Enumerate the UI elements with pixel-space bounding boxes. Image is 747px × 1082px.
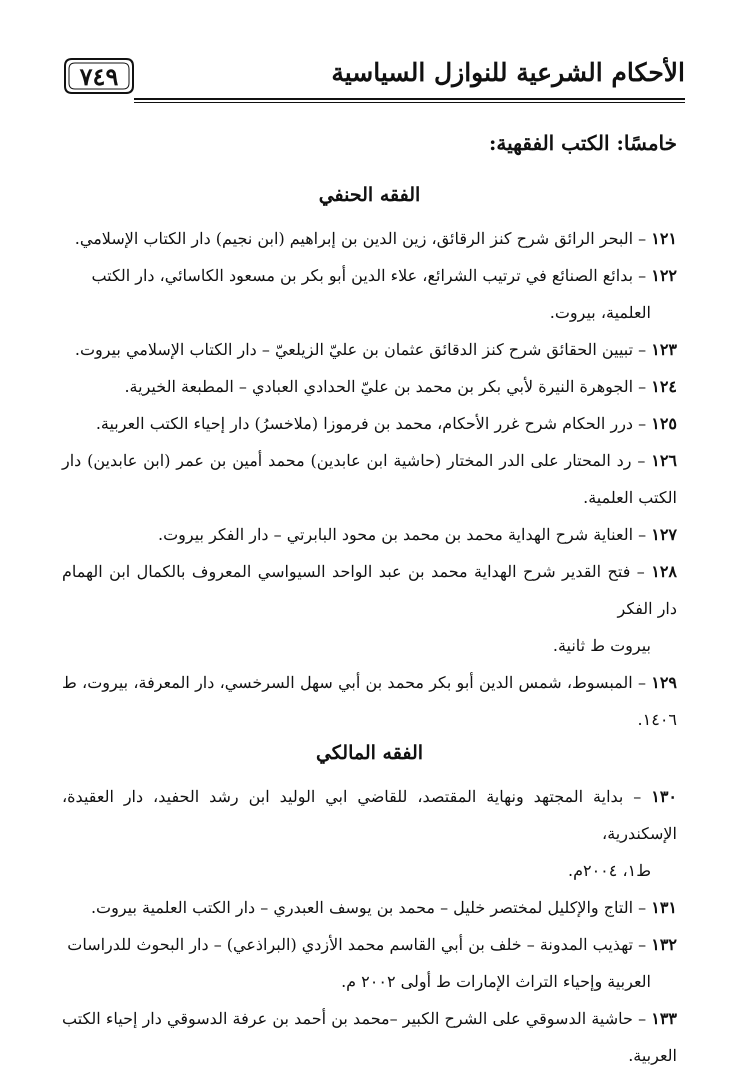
entry-number: ١٣٠ bbox=[651, 787, 678, 806]
running-header bbox=[62, 52, 685, 106]
entry-text: البحر الرائق شرح كنز الرقائق، زين الدين بن إبراهيم (ابن نجيم) دار الكتاب الإسلامي. bbox=[74, 229, 634, 248]
entry-number: ١٢١ bbox=[651, 229, 677, 248]
bibliography-entry: ١٢٨ – فتح القدير شرح الهداية محمد بن عبد الواحد السيواسي المعروف بالكمال ابن الهمام دار الفكر bbox=[62, 562, 677, 618]
bibliography-entry: ١٢٤ – الجوهرة النيرة لأبي بكر بن محمد بن عليّ الحدادي العبادي – المطبعة الخيرية. bbox=[124, 377, 677, 396]
entry-continuation: العلمية، بيروت. bbox=[549, 303, 651, 322]
entry-number: ١٢٥ bbox=[651, 414, 677, 433]
entry-text: تهذيب المدونة – خلف بن أبي القاسم محمد الأزدي (البراذعي) – دار البحوث للدراسات bbox=[67, 935, 634, 954]
entry-text: بدائع الصنائع في ترتيب الشرائع، علاء الدين أبو بكر بن مسعود الكاسائي، دار الكتب bbox=[91, 266, 634, 285]
page-number-frame bbox=[62, 56, 136, 96]
entry-text: فتح القدير شرح الهداية محمد بن عبد الواحد السيواسي المعروف بالكمال ابن الهمام دار الفكر bbox=[62, 562, 677, 618]
group-maliki bbox=[62, 738, 677, 1074]
bibliography-entry: ١٢٥ – درر الحكام شرح غرر الأحكام، محمد بن فرموزا (ملاخسرُ) دار إحياء الكتب العربية. bbox=[95, 414, 677, 433]
bibliography-entry: ١٢٩ – المبسوط، شمس الدين أبو بكر محمد بن أبي سهل السرخسي، دار المعرفة، بيروت، ط ١٤٠٦. bbox=[62, 673, 678, 729]
bibliography-content bbox=[62, 128, 677, 1074]
bibliography-entry: ١٢٦ – رد المحتار على الدر المختار (حاشية ابن عابدين) محمد أمين بن عمر (ابن عابدين) دار الكتب العلمية. bbox=[62, 451, 677, 507]
bibliography-entry: ١٢١ – البحر الرائق شرح كنز الرقائق، زين الدين بن إبراهيم (ابن نجيم) دار الكتاب الإسلامي. bbox=[74, 229, 677, 248]
entry-number: ١٢٧ bbox=[651, 525, 677, 544]
group-hanafi bbox=[62, 180, 677, 738]
entry-text: التاج والإكليل لمختصر خليل – محمد بن يوسف العبدري – دار الكتب العلمية بيروت. bbox=[90, 898, 634, 917]
entry-number: ١٣٢ bbox=[651, 935, 677, 954]
entry-text: العناية شرح الهداية محمد بن محمد بن محود البابرتي – دار الفكر بيروت. bbox=[158, 525, 634, 544]
entry-number: ١٢٤ bbox=[651, 377, 677, 396]
bibliography-entry: ١٢٣ – تبيين الحقائق شرح كنز الدقائق عثمان بن عليّ الزيلعيّ – دار الكتاب الإسلامي بيروت. bbox=[74, 340, 677, 359]
bibliography-entry: ١٣٠ – بداية المجتهد ونهاية المقتصد، للقاضي ابي الوليد ابن رشد الحفيد، دار العقيدة، الإسكندرية، bbox=[62, 787, 678, 843]
entry-list bbox=[62, 778, 677, 1074]
group-heading: الفقه المالكي bbox=[315, 742, 424, 764]
entry-number: ١٢٩ bbox=[651, 673, 678, 692]
bibliography-entry: ١٢٧ – العناية شرح الهداية محمد بن محمد بن محود البابرتي – دار الفكر بيروت. bbox=[158, 525, 677, 544]
entry-number: ١٢٢ bbox=[651, 266, 677, 285]
entry-text: الجوهرة النيرة لأبي بكر بن محمد بن عليّ الحدادي العبادي – المطبعة الخيرية. bbox=[124, 377, 634, 396]
section-title: خامسًا: الكتب الفقهية: bbox=[488, 131, 677, 155]
bibliography-entry: ١٢٢ – بدائع الصنائع في ترتيب الشرائع، علاء الدين أبو بكر بن مسعود الكاسائي، دار الكتب bbox=[91, 266, 677, 285]
entry-continuation: العربية وإحياء التراث الإمارات ط أولى ٢٠٠٢ م. bbox=[341, 972, 651, 991]
entry-number: ١٣٣ bbox=[651, 1009, 678, 1028]
page-number: ٧٤٩ bbox=[79, 62, 119, 91]
bibliography-entry: ١٣٢ – تهذيب المدونة – خلف بن أبي القاسم محمد الأزدي (البراذعي) – دار البحوث للدراسات bbox=[67, 935, 677, 954]
entry-text: تبيين الحقائق شرح كنز الدقائق عثمان بن عليّ الزيلعيّ – دار الكتاب الإسلامي بيروت. bbox=[74, 340, 634, 359]
entry-continuation: ط١، ٢٠٠٤م. bbox=[567, 861, 651, 880]
bibliography-entry: ١٣٣ – حاشية الدسوقي على الشرح الكبير –محمد بن أحمد بن عرفة الدسوقي دار إحياء الكتب العربية. bbox=[62, 1009, 678, 1065]
entry-number: ١٢٨ bbox=[651, 562, 677, 581]
group-heading: الفقه الحنفي bbox=[318, 184, 421, 206]
entry-list bbox=[62, 220, 677, 738]
entry-text: رد المحتار على الدر المختار (حاشية ابن عابدين) محمد أمين بن عمر (ابن عابدين) دار الكتب العلمية. bbox=[62, 451, 677, 507]
entry-continuation: بيروت ط ثانية. bbox=[552, 636, 651, 655]
entry-text: المبسوط، شمس الدين أبو بكر محمد بن أبي سهل السرخسي، دار المعرفة، بيروت، ط ١٤٠٦. bbox=[62, 673, 677, 729]
bibliography-entry: ١٣١ – التاج والإكليل لمختصر خليل – محمد بن يوسف العبدري – دار الكتب العلمية بيروت. bbox=[90, 898, 677, 917]
header-rule-inner bbox=[134, 102, 685, 103]
entry-text: درر الحكام شرح غرر الأحكام، محمد بن فرموزا (ملاخسرُ) دار إحياء الكتب العربية. bbox=[95, 414, 634, 433]
book-title: الأحكام الشرعية للنوازل السياسية bbox=[331, 58, 685, 87]
entry-number: ١٢٦ bbox=[651, 451, 677, 470]
entry-text: حاشية الدسوقي على الشرح الكبير –محمد بن أحمد بن عرفة الدسوقي دار إحياء الكتب العربية. bbox=[62, 1009, 677, 1065]
entry-text: بداية المجتهد ونهاية المقتصد، للقاضي ابي الوليد ابن رشد الحفيد، دار العقيدة، الإسكندرية، bbox=[62, 787, 677, 843]
header-rule bbox=[134, 98, 685, 100]
entry-number: ١٣١ bbox=[651, 898, 677, 917]
entry-number: ١٢٣ bbox=[651, 340, 677, 359]
